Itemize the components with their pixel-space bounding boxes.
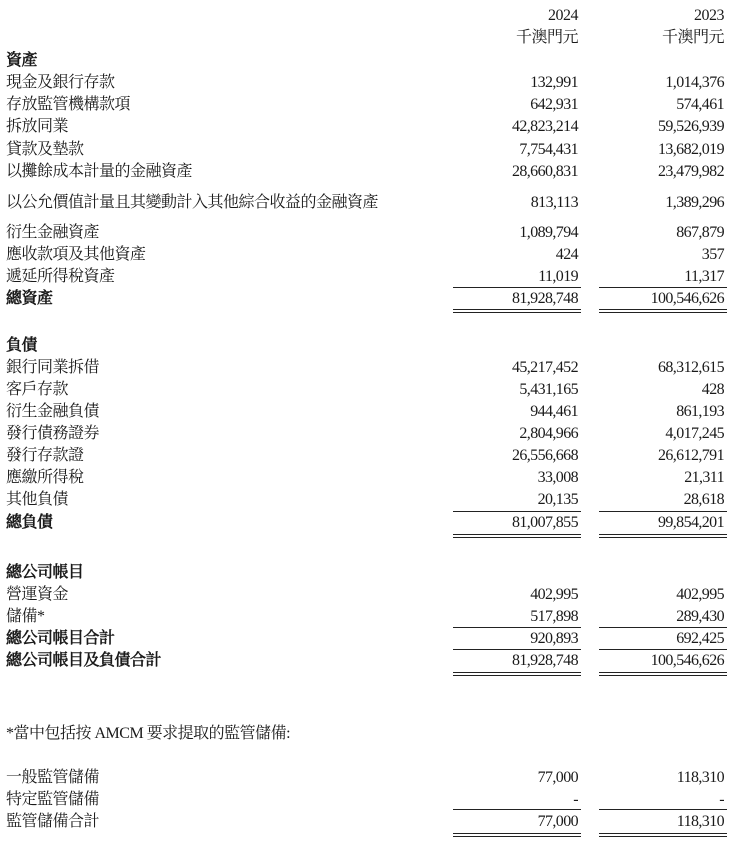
unit-2024-header: 千澳門元	[515, 29, 578, 46]
value-2024: 28,660,831	[511, 163, 578, 180]
total-row	[0, 628, 730, 650]
row-label: 總負債	[6, 514, 53, 531]
value-2023: -	[719, 791, 724, 808]
row-label: 遞延所得稅資產	[6, 268, 115, 285]
value-2023: 1,014,376	[665, 74, 724, 91]
value-2023: 100,546,626	[650, 290, 724, 307]
table-row	[0, 489, 730, 511]
table-row	[0, 767, 730, 789]
row-label: 現金及銀行存款	[6, 74, 115, 91]
row-label: 以公允價值計量且其變動計入其他綜合收益的金融資產	[6, 194, 379, 211]
value-2023: 357	[701, 246, 724, 263]
value-2023: 861,193	[676, 403, 724, 420]
value-2024: 920,893	[530, 630, 578, 647]
subtotal-rule	[453, 809, 581, 810]
subtotal-rule	[599, 809, 727, 810]
value-2023: 68,312,615	[657, 359, 724, 376]
value-2023: 118,310	[676, 769, 724, 786]
value-2024: 77,000	[537, 813, 578, 830]
row-label: 發行存款證	[6, 447, 84, 464]
double-rule	[599, 309, 727, 313]
table-row	[0, 266, 730, 288]
table-row	[0, 606, 730, 628]
footnote-text: *當中包括按 AMCM 要求提取的監管儲備:	[6, 725, 291, 742]
row-label: 其他負債	[6, 491, 69, 508]
value-2024: 81,928,748	[511, 290, 578, 307]
double-rule	[453, 672, 581, 676]
double-rule	[599, 534, 727, 538]
footnote	[0, 723, 730, 745]
row-label: 拆放同業	[6, 118, 69, 135]
double-rule	[599, 672, 727, 676]
value-2023: 402,995	[676, 586, 724, 603]
value-2023: 59,526,939	[657, 118, 724, 135]
row-label: 存放監管機構款項	[6, 96, 131, 113]
value-2023: 11,317	[684, 268, 724, 285]
value-2024: 402,995	[530, 586, 578, 603]
row-label: 儲備*	[6, 608, 45, 625]
year-2024-header: 2024	[548, 7, 578, 24]
table-row	[0, 357, 730, 379]
row-label: 總公司帳目及負債合計	[6, 652, 162, 669]
row-label: 應繳所得稅	[6, 469, 84, 486]
value-2023: 4,017,245	[665, 425, 724, 442]
table-row	[0, 445, 730, 467]
section-title: 負債	[6, 337, 38, 354]
year-2023-header: 2023	[694, 7, 724, 24]
table-row	[0, 72, 730, 94]
value-2024: 5,431,165	[519, 381, 578, 398]
row-label: 衍生金融資產	[6, 224, 100, 241]
total-row	[0, 512, 730, 534]
value-2024: 7,754,431	[519, 141, 578, 158]
row-label: 衍生金融負債	[6, 403, 100, 420]
section-title-head-office	[0, 562, 730, 584]
value-2023: 867,879	[676, 224, 724, 241]
value-2024: 2,804,966	[519, 425, 578, 442]
row-label: 一般監管儲備	[6, 769, 100, 786]
value-2024: 81,007,855	[511, 514, 578, 531]
grand-total-row	[0, 650, 730, 672]
table-row	[0, 467, 730, 489]
value-2023: 13,682,019	[657, 141, 724, 158]
value-2024: 944,461	[530, 403, 578, 420]
value-2024: 33,008	[537, 469, 578, 486]
value-2024: 132,991	[530, 74, 578, 91]
value-2023: 100,546,626	[650, 652, 724, 669]
section-title-assets	[0, 50, 730, 72]
value-2024: 517,898	[530, 608, 578, 625]
table-row	[0, 584, 730, 606]
value-2024: 26,556,668	[511, 447, 578, 464]
double-rule	[453, 309, 581, 313]
table-row	[0, 161, 730, 183]
total-row	[0, 288, 730, 310]
value-2024: 77,000	[537, 769, 578, 786]
row-label: 以攤餘成本計量的金融資產	[6, 163, 193, 180]
row-label: 應收款項及其他資產	[6, 246, 146, 263]
table-row	[0, 789, 730, 811]
value-2024: -	[573, 791, 578, 808]
value-2024: 813,113	[530, 194, 578, 211]
double-rule	[453, 833, 581, 837]
value-2023: 21,311	[684, 469, 724, 486]
total-row	[0, 811, 730, 833]
value-2023: 289,430	[676, 608, 724, 625]
row-label: 營運資金	[6, 586, 69, 603]
value-2024: 1,089,794	[519, 224, 578, 241]
value-2023: 26,612,791	[657, 447, 724, 464]
row-label: 總資產	[6, 290, 53, 307]
row-label: 銀行同業拆借	[6, 359, 100, 376]
table-row	[0, 401, 730, 423]
table-row	[0, 94, 730, 116]
unit-2023-header: 千澳門元	[661, 29, 724, 46]
value-2024: 45,217,452	[511, 359, 578, 376]
value-2024: 642,931	[530, 96, 578, 113]
value-2023: 574,461	[676, 96, 724, 113]
table-row	[0, 139, 730, 161]
row-label: 發行債務證券	[6, 425, 100, 442]
section-title-liabilities	[0, 335, 730, 357]
table-row	[0, 192, 730, 214]
double-rule	[599, 833, 727, 837]
row-label: 特定監管儲備	[6, 791, 100, 808]
value-2023: 99,854,201	[657, 514, 724, 531]
table-row	[0, 244, 730, 266]
table-row	[0, 222, 730, 244]
value-2024: 20,135	[537, 491, 578, 508]
value-2023: 28,618	[683, 491, 724, 508]
row-label: 監管儲備合計	[6, 813, 100, 830]
section-title: 資產	[6, 52, 38, 69]
value-2024: 424	[555, 246, 578, 263]
value-2024: 81,928,748	[511, 652, 578, 669]
value-2023: 23,479,982	[657, 163, 724, 180]
row-label: 貸款及墊款	[6, 141, 84, 158]
row-label: 總公司帳目合計	[6, 630, 115, 647]
row-label: 客戶存款	[6, 381, 69, 398]
section-title: 總公司帳目	[6, 564, 84, 581]
value-2024: 42,823,214	[511, 118, 578, 135]
table-row	[0, 116, 730, 138]
double-rule	[453, 534, 581, 538]
value-2023: 118,310	[676, 813, 724, 830]
table-row	[0, 379, 730, 401]
value-2023: 692,425	[676, 630, 724, 647]
value-2023: 1,389,296	[665, 194, 724, 211]
value-2023: 428	[701, 381, 724, 398]
table-row	[0, 423, 730, 445]
value-2024: 11,019	[538, 268, 578, 285]
